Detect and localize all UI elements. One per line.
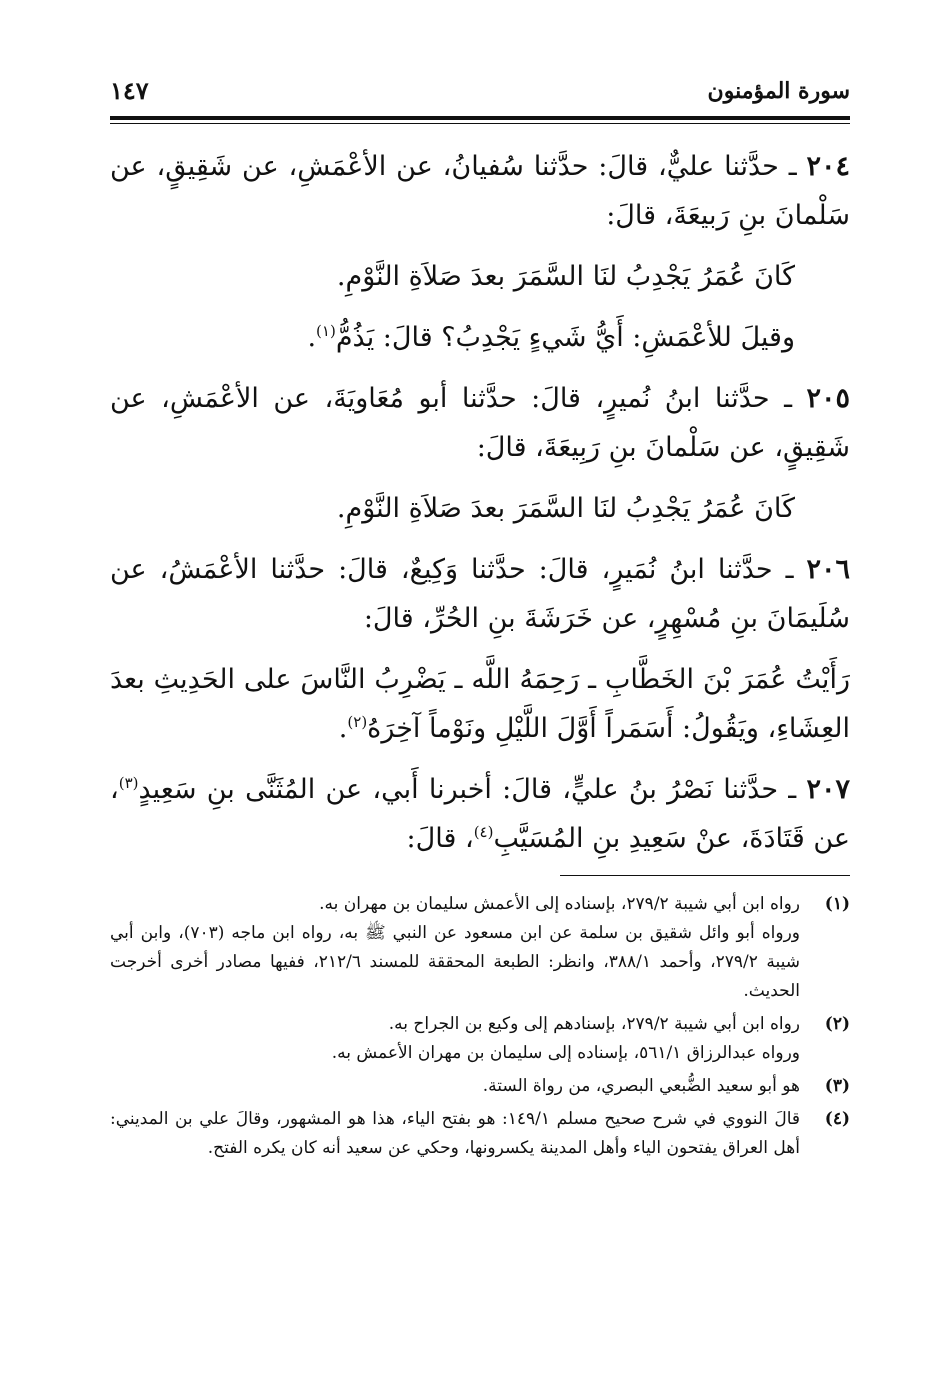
hadith-number: ٢٠٤: [806, 151, 850, 182]
hadith-205-isnad: [110, 374, 850, 472]
matn-text: رَأَيْتُ عُمَرَ بْنَ الخَطَّابِ ـ رَحِمَهُ اللَّه ـ يَضْرِبُ النَّاسَ على الحَدِيثِ بعدَ العِشَاءِ، ويَقُولُ: أَسَمَراً أَوَّلَ اللَّيْلِ ونَوْماً آخِرَهُ: [110, 664, 850, 744]
hadith-number: ٢٠٦: [806, 554, 850, 585]
footnote-marker: (١): [316, 322, 336, 340]
footnote-marker: (٢): [347, 713, 368, 731]
footnote-line: قالَ النووي في شرح صحيح مسلم ١٤٩/١: هو بفتح الياء، هذا هو المشهور، وقالَ علي بن المديني: أهل العراق يفتحون الياء وأهل المدينة يكسرونها، وحكي عن سعيد أنه كان يكره الفتح.: [110, 1109, 801, 1158]
matn-end: .: [338, 713, 348, 744]
footnote-number: (٣): [824, 1076, 850, 1096]
hadith-204-isnad: [110, 142, 850, 240]
matn-end: .: [307, 322, 317, 353]
hadith-206-isnad: [110, 545, 850, 643]
hadith-number: ٢٠٥: [806, 383, 850, 414]
hadith-204-matn: [110, 252, 850, 301]
page-number: ١٤٧: [110, 76, 149, 105]
isnad-text: ، عن قَتَادَةَ، عنْ سَعِيدِ بنِ المُسَيَّبِ: [110, 774, 850, 854]
footnote-line: رواه ابن أبي شيبة ٢٧٩/٢، بإسناده إلى الأعمش سليمان بن مهران به.: [319, 894, 800, 914]
isnad-text: ، قالَ:: [406, 823, 474, 854]
footnote-line: ورواه عبدالرزاق ٥٦١/١، بإسناده إلى سليمان بن مهران الأعمش به.: [331, 1043, 800, 1063]
footnote-marker: (٣): [118, 774, 139, 792]
isnad-text: ـ حدَّثنا ابنُ نُمَيرٍ، قالَ: حدَّثنا وَكِيعٌ، قالَ: حدَّثنا الأعْمَشُ، عن سُلَيمَانَ بنِ مُسْهِرٍ، عن خَرَشَةَ بنِ الحُرِّ، قالَ:: [110, 554, 850, 634]
footnote-number: (٢): [824, 1014, 850, 1034]
matn-text: كَانَ عُمَرُ يَجْدِبُ لنَا السَّمَرَ بعدَ صَلاَةِ النَّوْمِ.: [336, 493, 795, 524]
matn-text: وقيلَ للأعْمَشِ: أَيُّ شَيءٍ يَجْدِبُ؟ قالَ: يَذُمُّ: [335, 322, 795, 353]
footnote-number: (١): [824, 894, 850, 914]
main-text: [110, 142, 850, 863]
footnotes: [110, 890, 850, 1163]
footnote-1: [110, 890, 850, 1006]
footnote-line: رواه ابن أبي شيبة ٢٧٩/٢، بإسنادهم إلى وكيع بن الجراح به.: [388, 1014, 800, 1034]
matn-text: كَانَ عُمَرُ يَجْدِبُ لنَا السَّمَرَ بعدَ صَلاَةِ النَّوْمِ.: [336, 261, 795, 292]
surah-title: سورة المؤمنون: [707, 78, 850, 104]
isnad-text: ـ حدَّثنا نَصْرُ بنُ عليٍّ، قالَ: أخبرنا أَبي، عن المُثَنَّى بنِ سَعِيدٍ: [138, 774, 797, 805]
footnote-marker: (٤): [473, 823, 494, 841]
running-header: [110, 70, 850, 116]
header-double-rule: [110, 116, 850, 124]
footnote-3: [110, 1072, 850, 1101]
hadith-206-matn: [110, 655, 850, 753]
hadith-205-matn: [110, 484, 850, 533]
book-page: [110, 70, 850, 1310]
footnote-4: [110, 1105, 850, 1163]
footnote-line: ورواه أبو وائل شقيق بن سلمة عن ابن مسعود عن النبي ﷺ به، رواه ابن ماجه (٧٠٣)، وابن أبي شيبة ٢٧٩/٢، وأحمد ٣٨٨/١، وانظر: الطبعة المحققة للمسند ٢١٢/٦، ففيها مصادر أخرى أخرجت الحديث.: [110, 923, 801, 1001]
hadith-207-isnad: [110, 765, 850, 863]
hadith-number: ٢٠٧: [806, 774, 850, 805]
footnote-number: (٤): [824, 1109, 850, 1129]
footnote-2: [110, 1010, 850, 1068]
hadith-204-comment: [110, 313, 850, 362]
footnote-separator: [560, 875, 850, 876]
footnote-line: هو أبو سعيد الضُّبعي البصري، من رواة الستة.: [482, 1076, 800, 1096]
isnad-text: ـ حدَّثنا ابنُ نُميرٍ، قالَ: حدَّثنا أبو مُعَاويَةَ، عن الأعْمَشِ، عن شَقِيقٍ، عن سَلْمانَ بنِ رَبِيعَةَ، قالَ:: [110, 383, 850, 463]
isnad-text: ـ حدَّثنا عليٌّ، قالَ: حدَّثنا سُفيانُ، عن الأعْمَشِ، عن شَقِيقٍ، عن سَلْمانَ بنِ رَبيعَةَ، قالَ:: [110, 151, 850, 231]
